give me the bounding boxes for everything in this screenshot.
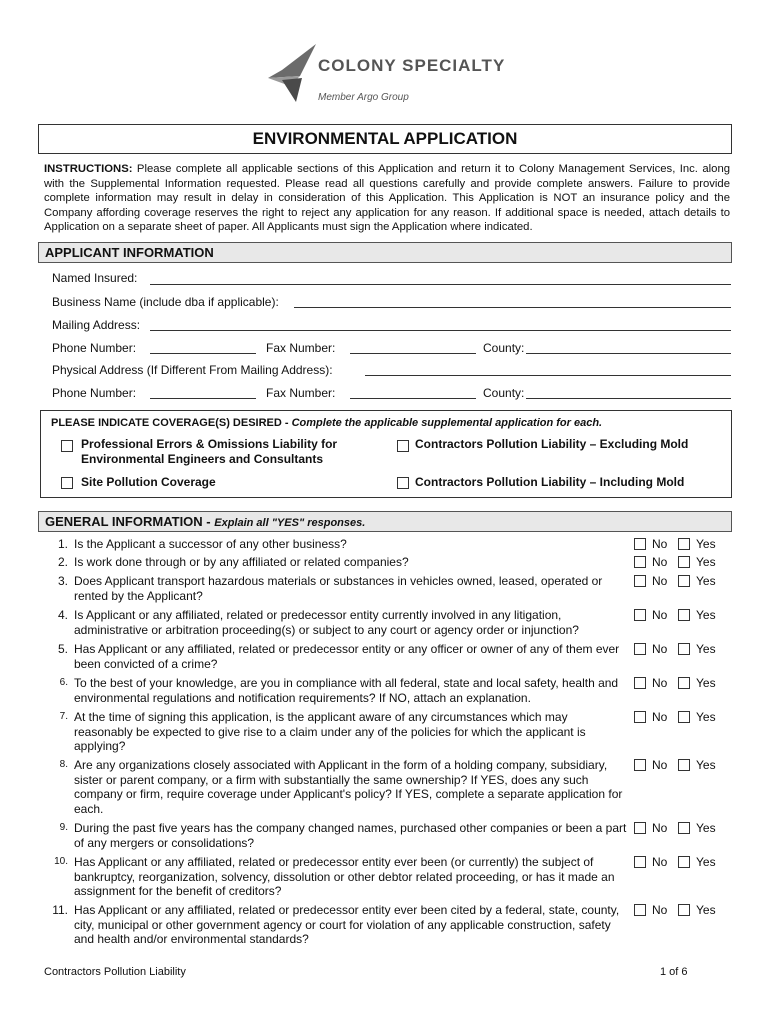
checkbox-no[interactable] [634, 904, 646, 916]
option-professional-eo-line2: Environmental Engineers and Consultants [81, 452, 324, 466]
checkbox-no[interactable] [634, 609, 646, 621]
general-header-note: Explain all "YES" responses. [214, 517, 366, 529]
no-label: No [652, 608, 668, 622]
physical-address-field[interactable] [365, 375, 731, 376]
fax-label: Fax Number: [266, 341, 336, 355]
mailing-address-label: Mailing Address: [52, 318, 141, 332]
checkbox-no[interactable] [634, 856, 646, 868]
yes-no-choice [634, 608, 734, 622]
logo-mark-icon [262, 40, 318, 106]
question-item [48, 537, 628, 552]
checkbox-no[interactable] [634, 677, 646, 689]
question-item [48, 710, 628, 754]
checkbox-no[interactable] [634, 556, 646, 568]
question-number: 9. [59, 822, 68, 833]
question-number: 4. [57, 608, 68, 622]
instructions [44, 162, 730, 235]
applicant-header-text: APPLICANT INFORMATION [45, 245, 214, 260]
question-item [48, 855, 628, 899]
footer-form-name: Contractors Pollution Liability [44, 966, 186, 978]
fax2-label: Fax Number: [266, 386, 336, 400]
general-header-text: GENERAL INFORMATION - [45, 514, 215, 529]
yes-label: Yes [696, 758, 716, 772]
question-text: Is work done through or by any affiliated or related companies? [74, 555, 409, 569]
named-insured-field[interactable] [150, 284, 731, 285]
checkbox-no[interactable] [634, 643, 646, 655]
yes-no-choice [634, 642, 734, 656]
checkbox-yes[interactable] [678, 643, 690, 655]
no-label: No [652, 710, 668, 724]
yes-no-choice [634, 821, 734, 835]
page-title: ENVIRONMENTAL APPLICATION [38, 124, 732, 154]
checkbox-cpl-including-mold[interactable] [397, 477, 409, 489]
business-name-field[interactable] [294, 307, 731, 308]
option-cpl-including-mold: Contractors Pollution Liability – Including Mold [415, 475, 685, 489]
county-field[interactable] [526, 353, 731, 354]
no-label: No [652, 537, 668, 551]
checkbox-no[interactable] [634, 822, 646, 834]
company-logo [262, 40, 512, 106]
option-professional-eo [81, 437, 337, 467]
county2-field[interactable] [526, 398, 731, 399]
checkbox-yes[interactable] [678, 538, 690, 550]
checkbox-no[interactable] [634, 575, 646, 587]
question-text: Has Applicant or any affiliated, related or predecessor entity ever been (or currently) the subject of bankruptcy, reorganization, solvency, dissolution or other debtor related proceeding, or has it made an assignment for the benefit of creditors? [74, 855, 615, 899]
yes-label: Yes [696, 574, 716, 588]
checkbox-site-pollution[interactable] [61, 477, 73, 489]
yes-no-choice [634, 710, 734, 724]
no-label: No [652, 903, 668, 917]
question-text: Has Applicant or any affiliated, related or predecessor entity ever been cited by a federal, state, county, city, municipal or other government agency or court for violation of any applicable construction, safety and health and/or environmental standards? [74, 903, 620, 947]
checkbox-yes[interactable] [678, 904, 690, 916]
business-name-label: Business Name (include dba if applicable): [52, 295, 279, 309]
no-label: No [652, 821, 668, 835]
question-text: Is the Applicant a successor of any other business? [74, 537, 347, 551]
phone2-label: Phone Number: [52, 386, 137, 400]
phone2-field[interactable] [150, 398, 256, 399]
no-label: No [652, 555, 668, 569]
checkbox-yes[interactable] [678, 759, 690, 771]
yes-label: Yes [696, 710, 716, 724]
question-text: Has Applicant or any affiliated, related or predecessor entity or any officer or owner of any of them ever been convicted of a crime? [74, 642, 620, 671]
fax2-field[interactable] [350, 398, 476, 399]
option-professional-eo-line1: Professional Errors & Omissions Liability for [81, 437, 338, 451]
phone-label: Phone Number: [52, 341, 137, 355]
yes-label: Yes [696, 903, 716, 917]
physical-address-label: Physical Address (If Different From Mailing Address): [52, 363, 333, 377]
checkbox-yes[interactable] [678, 677, 690, 689]
applicant-section-header [38, 242, 732, 263]
question-number: 5. [57, 642, 68, 656]
instructions-text: Please complete all applicable sections of this Application and return it to Colony Management Services, Inc. along with the Supplemental Information requested. Please read all questions carefully and provide complete answers. Failure to provide complete information may result in delay in consideration of this Application. This Application is NOT an insurance policy and the Company affording coverage reserves the right to reject any application for any reason. If additional space is needed, attach details to Application on a separate sheet of paper. All Applicants must sign the Application where indicated. [44, 163, 731, 234]
question-number: 8. [59, 759, 68, 770]
yes-no-choice [634, 676, 734, 690]
yes-no-choice [634, 574, 734, 588]
option-cpl-excluding-mold: Contractors Pollution Liability – Excluding Mold [415, 437, 689, 451]
no-label: No [652, 855, 668, 869]
general-section-header [38, 511, 732, 532]
question-item [48, 574, 628, 603]
county-label: County: [483, 341, 525, 355]
checkbox-yes[interactable] [678, 822, 690, 834]
fax-field[interactable] [350, 353, 476, 354]
question-text: Does Applicant transport hazardous materials or substances in vehicles owned, leased, operated or rented by the Applicant? [74, 574, 603, 603]
checkbox-yes[interactable] [678, 711, 690, 723]
logo-tagline: Member Argo Group [318, 92, 409, 103]
checkbox-cpl-excluding-mold[interactable] [397, 440, 409, 452]
county2-label: County: [483, 386, 525, 400]
logo-name: COLONY SPECIALTY [318, 56, 506, 75]
yes-label: Yes [696, 537, 716, 551]
checkbox-yes[interactable] [678, 609, 690, 621]
checkbox-yes[interactable] [678, 575, 690, 587]
yes-label: Yes [696, 855, 716, 869]
yes-no-choice [634, 758, 734, 772]
yes-no-choice [634, 537, 734, 551]
checkbox-professional-eo[interactable] [61, 440, 73, 452]
checkbox-yes[interactable] [678, 856, 690, 868]
question-text: Are any organizations closely associated with Applicant in the form of a holding company, subsidiary, sister or parent company, or a firm with substantially the same ownership? If YES, does any such company or firm, require coverage under Applicant's policy? If YES, complete a separate application for each. [74, 758, 623, 816]
coverage-header [51, 417, 602, 429]
yes-no-choice [634, 855, 734, 869]
no-label: No [652, 574, 668, 588]
yes-label: Yes [696, 642, 716, 656]
no-label: No [652, 642, 668, 656]
coverage-header-note: Complete the applicable supplemental application for each. [291, 417, 603, 429]
option-site-pollution: Site Pollution Coverage [81, 475, 216, 489]
yes-no-choice [634, 555, 734, 569]
question-item [48, 821, 628, 850]
mailing-address-field[interactable] [150, 330, 731, 331]
instructions-label: INSTRUCTIONS: [44, 163, 133, 175]
footer-page-number: 1 of 6 [660, 966, 688, 978]
yes-label: Yes [696, 821, 716, 835]
checkbox-no[interactable] [634, 711, 646, 723]
question-item [48, 642, 628, 671]
question-number: 10. [54, 856, 68, 867]
named-insured-label: Named Insured: [52, 271, 138, 285]
yes-no-choice [634, 903, 734, 917]
question-text: At the time of signing this application, is the applicant aware of any circumstances which may reasonably be expected to give rise to a claim under any of the policies for which the applicant is applying? [74, 710, 586, 754]
question-number: 3. [57, 574, 68, 588]
question-item [48, 758, 628, 816]
checkbox-no[interactable] [634, 538, 646, 550]
question-number: 1. [57, 537, 68, 551]
question-text: During the past five years has the company changed names, purchased other companies or been a part of any mergers or consolidations? [74, 821, 627, 850]
question-item [48, 676, 628, 705]
yes-label: Yes [696, 555, 716, 569]
question-item [48, 903, 628, 947]
phone-field[interactable] [150, 353, 256, 354]
checkbox-no[interactable] [634, 759, 646, 771]
coverage-box [40, 410, 732, 498]
question-number: 7. [59, 711, 68, 722]
question-item [48, 608, 628, 637]
question-text: Is Applicant or any affiliated, related or predecessor entity currently involved in any litigation, administrative or arbitration proceeding(s) or subject to any court or agency order or injunction? [74, 608, 579, 637]
no-label: No [652, 758, 668, 772]
question-number: 11. [52, 903, 68, 917]
coverage-header-text: PLEASE INDICATE COVERAGE(S) DESIRED - [51, 417, 292, 429]
question-text: To the best of your knowledge, are you in compliance with all federal, state and local safety, health and environmental regulations and notification requirements? If NO, attach an explanation. [74, 676, 619, 705]
yes-label: Yes [696, 608, 716, 622]
question-number: 2. [57, 555, 68, 569]
no-label: No [652, 676, 668, 690]
yes-label: Yes [696, 676, 716, 690]
question-item [48, 555, 628, 570]
checkbox-yes[interactable] [678, 556, 690, 568]
question-number: 6. [59, 677, 68, 688]
